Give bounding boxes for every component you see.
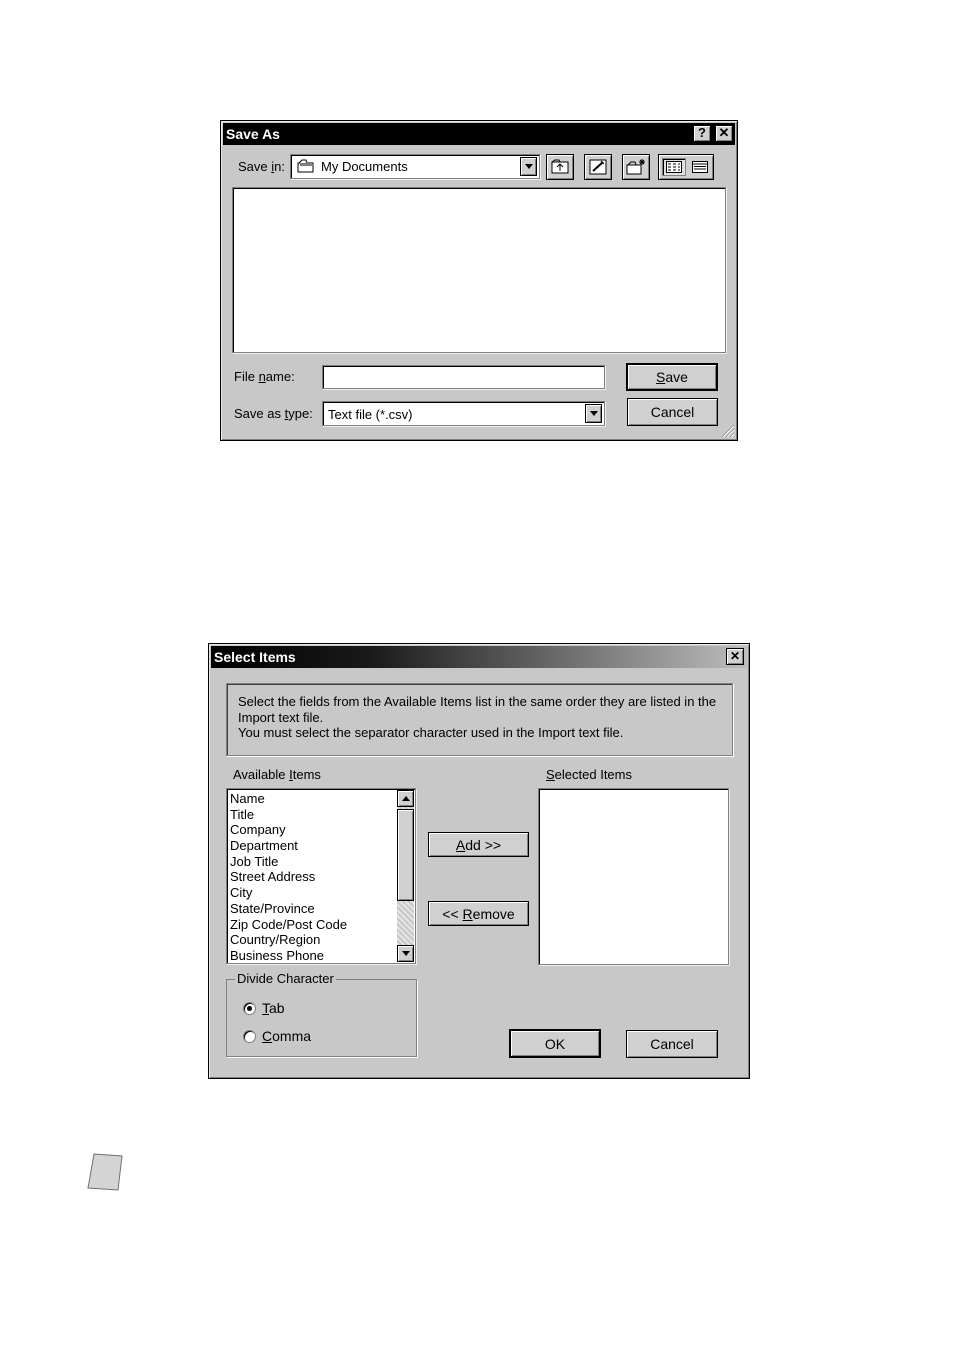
- note-icon: [86, 1152, 126, 1194]
- instructions-line-2: Import text file.: [238, 709, 324, 725]
- remove-button-prefix: <<: [442, 905, 463, 922]
- file-name-input[interactable]: [322, 365, 605, 389]
- save-as-title: Save As: [226, 126, 280, 142]
- up-one-level-button[interactable]: [546, 154, 574, 180]
- list-item[interactable]: Zip Code/Post Code: [230, 916, 348, 932]
- available-items: [230, 791, 395, 964]
- comma-radio-label: Comma: [262, 1028, 312, 1044]
- add-button-label: dd >>: [465, 836, 502, 853]
- tab-radio-label: Tab: [262, 1000, 285, 1016]
- save-as-type-combobox[interactable]: [322, 401, 605, 426]
- cancel-button-label: Cancel: [650, 1036, 694, 1052]
- list-item[interactable]: City: [230, 885, 253, 901]
- file-list-area[interactable]: [232, 187, 726, 353]
- save-in-dropdown-arrow[interactable]: [520, 157, 537, 176]
- cancel-button-label: Cancel: [650, 404, 695, 420]
- list-item[interactable]: Name: [230, 791, 265, 806]
- scroll-thumb[interactable]: [397, 809, 414, 901]
- remove-button[interactable]: [428, 901, 529, 926]
- help-button[interactable]: ?: [693, 125, 711, 142]
- instructions-line-1: Select the fields from the Available Items list in the same order they are listed in the: [238, 694, 717, 709]
- save-in-value: My Documents: [321, 159, 408, 174]
- list-view-icon: [666, 161, 682, 173]
- ok-button[interactable]: [509, 1029, 601, 1058]
- available-items-label: Available Items: [233, 767, 321, 782]
- list-item[interactable]: Country/Region: [230, 932, 321, 948]
- list-item[interactable]: State/Province: [230, 900, 315, 916]
- select-items-titlebar[interactable]: [211, 646, 747, 668]
- close-button[interactable]: ✕: [715, 125, 733, 142]
- save-as-cancel-button[interactable]: [627, 398, 718, 426]
- list-item[interactable]: Title: [230, 806, 255, 822]
- chevron-down-icon: [525, 164, 533, 169]
- available-items-scrollbar[interactable]: [397, 790, 414, 962]
- select-items-cancel-button[interactable]: [626, 1030, 718, 1058]
- new-folder-icon: [625, 158, 647, 176]
- add-button-key: A: [455, 836, 466, 853]
- selected-items-list[interactable]: [538, 788, 729, 965]
- list-view-button[interactable]: [662, 158, 686, 176]
- available-items-list[interactable]: [226, 788, 416, 964]
- save-in-label: Save in:: [238, 159, 285, 174]
- list-item[interactable]: Company: [230, 822, 286, 838]
- save-in-combobox[interactable]: [290, 154, 540, 179]
- comma-radio[interactable]: [243, 1028, 311, 1044]
- ok-button-label: OK: [544, 1035, 566, 1052]
- file-name-label: File name:: [234, 369, 295, 384]
- details-view-button[interactable]: [688, 158, 712, 176]
- instructions-line-3: You must select the separator character used in the Import text file.: [238, 725, 624, 740]
- save-as-type-label: Save as type:: [234, 406, 313, 421]
- list-item[interactable]: Business Phone: [230, 947, 324, 963]
- comma-radio-indicator[interactable]: [243, 1030, 256, 1043]
- save-as-type-dropdown-arrow[interactable]: [585, 404, 602, 423]
- list-item[interactable]: Street Address: [230, 869, 316, 885]
- chevron-down-icon: [590, 411, 598, 416]
- save-as-titlebar[interactable]: [223, 123, 735, 145]
- up-folder-icon: [550, 159, 570, 175]
- save-button-key: S: [656, 369, 666, 385]
- view-buttons: [658, 154, 714, 180]
- desktop-icon: [588, 158, 608, 176]
- folder-icon: [297, 159, 315, 177]
- new-folder-button[interactable]: [622, 154, 650, 180]
- add-button[interactable]: [428, 832, 529, 857]
- list-item[interactable]: Department: [230, 838, 298, 854]
- scroll-up-button[interactable]: [397, 790, 414, 807]
- close-button[interactable]: ✕: [726, 648, 744, 665]
- details-view-icon: [692, 161, 708, 173]
- divide-character-group: [226, 971, 417, 1057]
- save-as-type-value: Text file (*.csv): [328, 407, 413, 422]
- instructions-box: [226, 683, 733, 756]
- remove-button-label: emove: [472, 905, 515, 922]
- save-button[interactable]: [626, 363, 718, 391]
- divide-character-title: Divide Character: [237, 971, 334, 986]
- remove-button-key: R: [462, 905, 473, 922]
- tab-radio-indicator[interactable]: [243, 1002, 256, 1015]
- tab-radio[interactable]: [243, 1000, 285, 1016]
- save-button-label: ave: [665, 369, 688, 385]
- select-items-title: Select Items: [214, 649, 296, 665]
- list-item[interactable]: Job Title: [230, 853, 279, 869]
- chevron-up-icon: [402, 796, 410, 801]
- selected-items-label: Selected Items: [546, 767, 632, 782]
- scroll-down-button[interactable]: [397, 945, 414, 962]
- chevron-down-icon: [402, 951, 410, 956]
- desktop-button[interactable]: [584, 154, 612, 180]
- resize-grip-icon[interactable]: [720, 423, 735, 438]
